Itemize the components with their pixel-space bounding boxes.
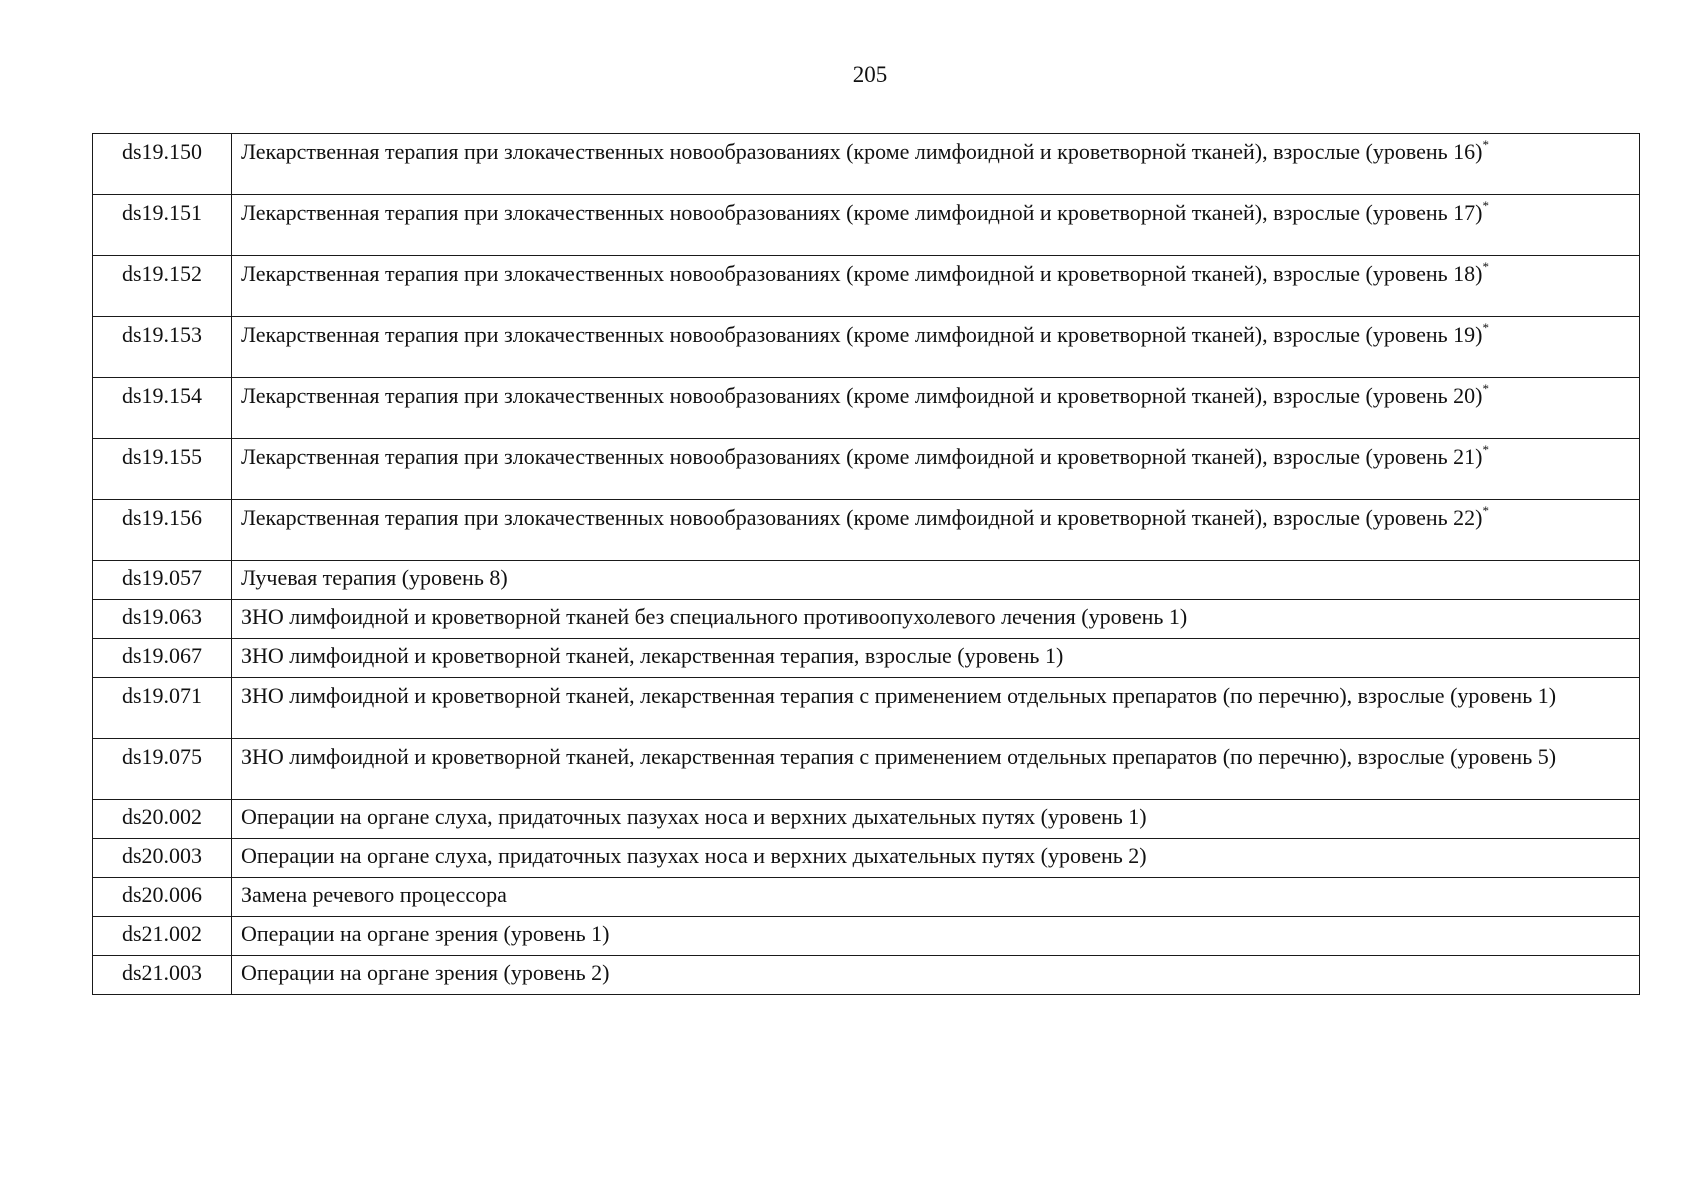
row-description — [232, 917, 1640, 956]
row-text: Лекарственная терапия при злокачественных новообразованиях (кроме лимфоидной и кроветворной тканей), взрослые (уровень 16) — [241, 139, 1483, 164]
row-text: Лекарственная терапия при злокачественных новообразованиях (кроме лимфоидной и кроветворной тканей), взрослые (уровень 20) — [241, 383, 1483, 408]
table-row — [93, 195, 1640, 256]
row-text: Лекарственная терапия при злокачественных новообразованиях (кроме лимфоидной и кроветворной тканей), взрослые (уровень 22) — [241, 505, 1483, 530]
row-code: ds20.003 — [93, 839, 232, 878]
row-text: Лекарственная терапия при злокачественных новообразованиях (кроме лимфоидной и кроветворной тканей), взрослые (уровень 17) — [241, 200, 1483, 225]
table-row — [93, 678, 1640, 739]
row-code: ds19.152 — [93, 256, 232, 317]
row-description — [232, 317, 1640, 378]
row-code: ds19.153 — [93, 317, 232, 378]
row-text: Операции на органе слуха, придаточных пазухах носа и верхних дыхательных путях (уровень 2) — [241, 843, 1147, 868]
row-code: ds19.071 — [93, 678, 232, 739]
table-row — [93, 256, 1640, 317]
row-code: ds19.150 — [93, 134, 232, 195]
row-description — [232, 195, 1640, 256]
page-number: 205 — [852, 62, 888, 87]
table-row — [93, 639, 1640, 678]
table-row — [93, 500, 1640, 561]
row-text: ЗНО лимфоидной и кроветворной тканей без специального противоопухолевого лечения (уровень 1) — [241, 604, 1188, 629]
row-text: Лекарственная терапия при злокачественных новообразованиях (кроме лимфоидной и кроветворной тканей), взрослые (уровень 19) — [241, 322, 1483, 347]
row-description — [232, 439, 1640, 500]
row-text: Операции на органе зрения (уровень 2) — [241, 960, 610, 985]
row-description — [232, 500, 1640, 561]
row-description — [232, 378, 1640, 439]
row-text: Лекарственная терапия при злокачественных новообразованиях (кроме лимфоидной и кроветворной тканей), взрослые (уровень 21) — [241, 444, 1483, 469]
footnote-mark: * — [1482, 441, 1490, 457]
row-description — [232, 561, 1640, 600]
footnote-mark: * — [1482, 502, 1490, 518]
row-text: ЗНО лимфоидной и кроветворной тканей, лекарственная терапия с применением отдельных препаратов (по перечню), взрослые (уровень 1) — [241, 683, 1557, 708]
footnote-mark: * — [1482, 319, 1490, 335]
row-description — [232, 800, 1640, 839]
row-text: Замена речевого процессора — [241, 882, 507, 907]
row-description — [232, 878, 1640, 917]
row-description — [232, 839, 1640, 878]
row-code: ds21.003 — [93, 956, 232, 995]
table-row — [93, 839, 1640, 878]
table-row — [93, 378, 1640, 439]
row-description — [232, 956, 1640, 995]
row-code: ds19.156 — [93, 500, 232, 561]
table-row — [93, 134, 1640, 195]
row-code: ds19.067 — [93, 639, 232, 678]
table-row — [93, 956, 1640, 995]
row-text: Операции на органе зрения (уровень 1) — [241, 921, 610, 946]
table-row — [93, 439, 1640, 500]
row-text: Лекарственная терапия при злокачественных новообразованиях (кроме лимфоидной и кроветворной тканей), взрослые (уровень 18) — [241, 261, 1483, 286]
footnote-mark: * — [1482, 197, 1490, 213]
row-text: ЗНО лимфоидной и кроветворной тканей, лекарственная терапия, взрослые (уровень 1) — [241, 643, 1064, 668]
table-row — [93, 561, 1640, 600]
row-code: ds19.155 — [93, 439, 232, 500]
row-text: Операции на органе слуха, придаточных пазухах носа и верхних дыхательных путях (уровень 1) — [241, 804, 1147, 829]
table-row — [93, 917, 1640, 956]
tariff-table — [92, 133, 1640, 995]
row-text: Лучевая терапия (уровень 8) — [241, 565, 508, 590]
row-code: ds20.002 — [93, 800, 232, 839]
table-row — [93, 739, 1640, 800]
row-code: ds19.063 — [93, 600, 232, 639]
row-text: ЗНО лимфоидной и кроветворной тканей, лекарственная терапия с применением отдельных препаратов (по перечню), взрослые (уровень 5) — [241, 744, 1557, 769]
row-description — [232, 600, 1640, 639]
row-description — [232, 256, 1640, 317]
row-code: ds19.154 — [93, 378, 232, 439]
row-description — [232, 134, 1640, 195]
row-code: ds19.151 — [93, 195, 232, 256]
row-description — [232, 678, 1640, 739]
row-description — [232, 639, 1640, 678]
table-row — [93, 600, 1640, 639]
row-code: ds20.006 — [93, 878, 232, 917]
table-row — [93, 800, 1640, 839]
row-code: ds19.075 — [93, 739, 232, 800]
row-code: ds21.002 — [93, 917, 232, 956]
row-description — [232, 739, 1640, 800]
footnote-mark: * — [1482, 258, 1490, 274]
table-row — [93, 878, 1640, 917]
row-code: ds19.057 — [93, 561, 232, 600]
footnote-mark: * — [1482, 136, 1490, 152]
table-row — [93, 317, 1640, 378]
footnote-mark: * — [1482, 380, 1490, 396]
